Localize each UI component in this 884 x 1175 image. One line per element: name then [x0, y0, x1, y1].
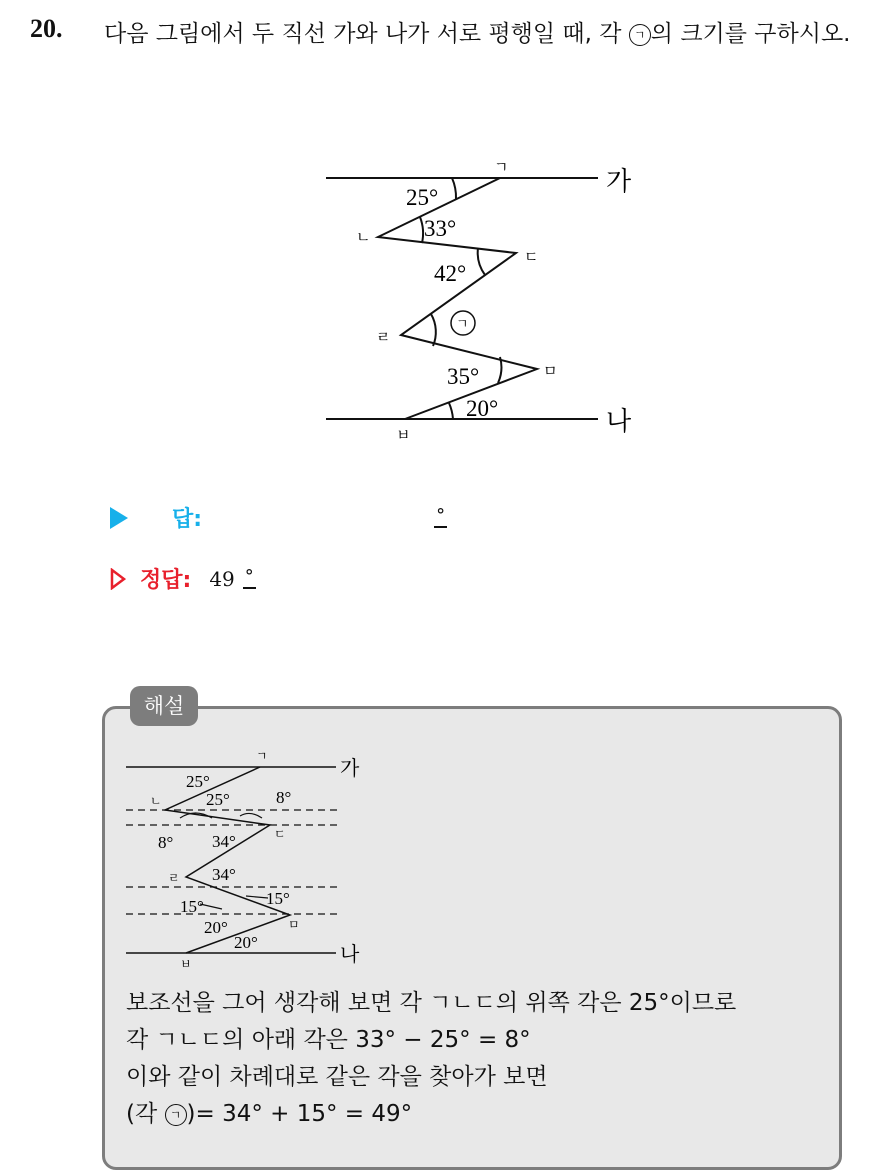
sol-angle-15-left: 15°: [180, 897, 204, 916]
vertex-rieul: ㄹ: [376, 330, 391, 346]
sol-vertex-rieul: ㄹ: [168, 871, 180, 885]
play-triangle-icon: [110, 507, 128, 529]
main-figure: [0, 140, 884, 610]
solution-line-3: 이와 같이 차례대로 같은 각을 찾아가 보면: [126, 1064, 548, 1090]
angle-label-20: 20°: [466, 396, 499, 421]
solution-figure: [0, 745, 884, 975]
vertex-mieum: ㅁ: [543, 364, 558, 380]
sol-angle-34-lower: 34°: [212, 865, 236, 884]
correct-answer-row: [110, 563, 256, 594]
vertex-bieup: ㅂ: [396, 428, 411, 444]
question-number: 20.: [30, 14, 63, 43]
sol-vertex-bieup: ㅂ: [180, 957, 192, 971]
sol-vertex-giyeok: ㄱ: [256, 749, 268, 763]
angle-label-35: 35°: [447, 364, 480, 389]
solution-line-1: 보조선을 그어 생각해 보면 각 ㄱㄴㄷ의 위쪽 각은 25°이므로: [126, 990, 737, 1016]
sol-line-label-ga: 가: [340, 758, 360, 780]
sol-vertex-digeut: ㄷ: [274, 827, 286, 841]
sol-vertex-nieun: ㄴ: [150, 794, 162, 808]
solution-line-4-suffix: )= 34° + 15° = 49°: [186, 1101, 413, 1127]
correct-answer-label: 정답:: [140, 568, 192, 593]
arc-33: [420, 217, 423, 243]
sol-angle-15-right: 15°: [266, 889, 290, 908]
arc-20: [449, 403, 453, 419]
sol-angle-34-upper: 34°: [212, 832, 236, 851]
solution-line-4: [126, 1096, 736, 1133]
arc-giyeok: [431, 314, 436, 346]
solution-angle-symbol: ㄱ: [165, 1104, 187, 1126]
correct-answer-unit: °: [244, 565, 254, 587]
answer-unit: °: [436, 504, 446, 526]
sol-angle-8-left: 8°: [158, 833, 174, 852]
solution-text: [126, 985, 736, 1133]
sol-angle-25-aux: 25°: [206, 790, 230, 809]
outline-triangle-icon: [110, 568, 126, 590]
unknown-angle-symbol: ㄱ: [456, 317, 469, 332]
sol-angle-20-upper: 20°: [204, 918, 228, 937]
question-text-before: 다음 그림에서 두 직선 가와 나가 서로 평행일 때, 각: [104, 21, 629, 47]
arc-35: [498, 357, 501, 383]
sol-angle-20-lower: 20°: [234, 933, 258, 952]
solution-tag: 해설: [130, 686, 198, 726]
angle-label-33: 33°: [424, 216, 457, 241]
vertex-digeut: ㄷ: [524, 250, 539, 266]
vertex-giyeok: ㄱ: [494, 160, 509, 176]
answer-blank[interactable]: [202, 507, 434, 529]
solution-line-4-prefix: (각: [126, 1101, 165, 1127]
answer-label: 답:: [172, 507, 203, 532]
sol-angle-25-top: 25°: [186, 772, 210, 791]
arc-42: [478, 248, 485, 275]
angle-label-42: 42°: [434, 261, 467, 286]
solution-line-2: 각 ㄱㄴㄷ의 아래 각은 33° − 25° = 8°: [126, 1027, 531, 1053]
sol-vertex-mieum: ㅁ: [288, 918, 300, 932]
question-text: [104, 14, 874, 54]
vertex-nieun: ㄴ: [356, 230, 371, 246]
angle-label-25: 25°: [406, 185, 439, 210]
arc-25: [452, 178, 456, 199]
question-text-after: 의 크기를 구하시오.: [650, 21, 851, 47]
line-label-na: 나: [606, 407, 632, 436]
sol-angle-8-right: 8°: [276, 788, 292, 807]
line-label-ga: 가: [606, 167, 632, 196]
sol-line-label-na: 나: [340, 944, 360, 966]
answer-row: [110, 502, 447, 533]
correct-answer-value: 49: [209, 566, 235, 591]
angle-symbol-circled: ㄱ: [629, 24, 651, 46]
